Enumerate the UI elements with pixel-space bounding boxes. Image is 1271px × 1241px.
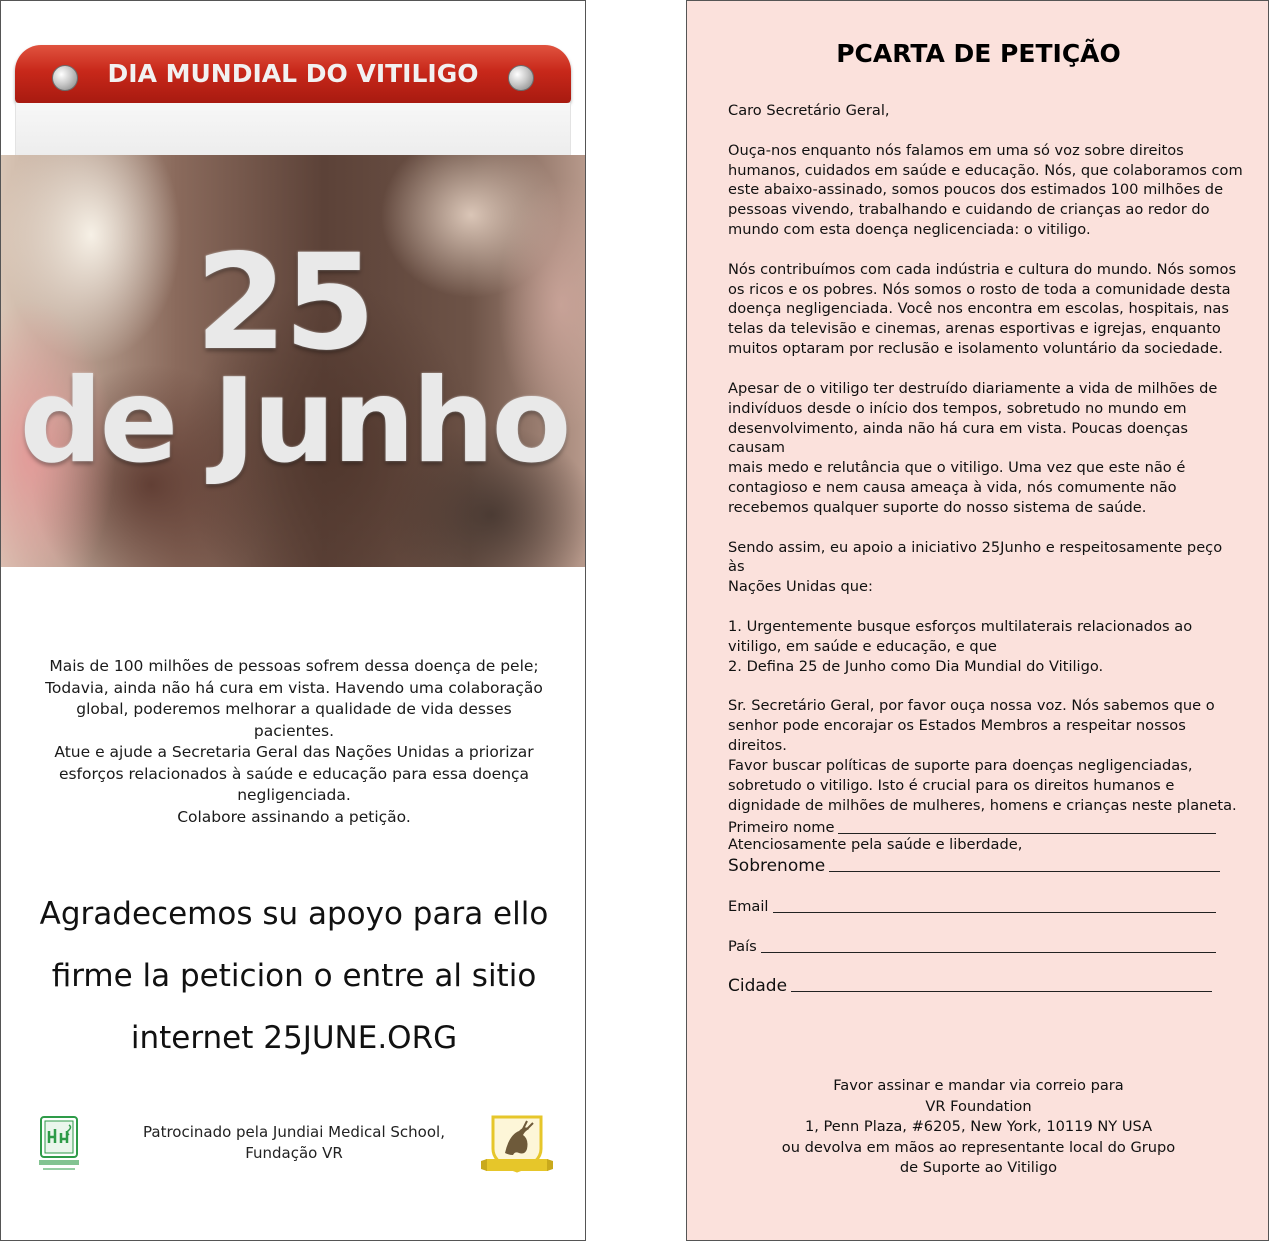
- letter-greeting: Caro Secretário Geral,: [728, 102, 890, 119]
- text-line: Todavia, ainda não há cura em vista. Havendo uma colaboração: [45, 678, 543, 697]
- letter-line: mundo com esta doença neglicenciada: o vitiligo.: [728, 221, 1091, 239]
- letter-line: doença negligenciada. Você nos encontra em escolas, hospitais, nas: [728, 300, 1229, 318]
- footer-line: ou devolva em mãos ao representante local do Grupo: [781, 1138, 1176, 1156]
- footer-line: 1, Penn Plaza, #6205, New York, 10119 NY USA: [804, 1118, 1153, 1135]
- banner-title: DIA MUNDIAL DO VITILIGO: [107, 59, 479, 88]
- text-line: global, poderemos melhorar a qualidade de vida desses: [76, 700, 512, 718]
- date-month: de Junho: [19, 354, 569, 489]
- country-label: País: [728, 938, 757, 955]
- letter-line: Apesar de o vitiligo ter destruído diariamente a vida de milhões de: [728, 379, 1218, 397]
- city-label: Cidade: [728, 976, 788, 996]
- letter-closing: Atenciosamente pela saúde e liberdade,: [728, 836, 1023, 854]
- date-day: 25: [195, 226, 373, 380]
- mailing-instructions: [747, 1076, 1210, 1179]
- letter-line: senhor pode encorajar os Estados Membros a respeitar nossos direitos.: [728, 717, 1186, 754]
- letter-line: Nós contribuímos com cada indústria e cultura do mundo. Nós somos: [728, 260, 1237, 278]
- rivet-icon: [508, 65, 534, 91]
- letter-line: recebemos qualquer suporte do nosso sistema de saúde.: [728, 498, 1147, 516]
- email-label: Email: [728, 898, 769, 915]
- letter-paragraph: [728, 538, 1243, 598]
- letter-paragraph: [728, 379, 1243, 518]
- text-line: esforços relacionados à saúde e educação para essa doença: [58, 764, 530, 783]
- letter-line: Nações Unidas que:: [728, 578, 873, 596]
- awareness-text: [21, 656, 567, 828]
- letter-line: pessoas vivendo, trabalhando e cuidando de crianças ao redor do: [728, 201, 1210, 219]
- jundiai-medical-school-logo: [35, 1113, 83, 1175]
- letter-line: Ouça-nos enquanto nós falamos em uma só voz sobre direitos: [728, 141, 1184, 159]
- footer-line: Favor assinar e mandar via correio para: [833, 1077, 1124, 1094]
- petition-title: PCARTA DE PETIÇÃO: [836, 39, 1121, 68]
- petition-requests: [728, 617, 1243, 677]
- letter-line: telas da televisão e cinemas, arenas esportivas e igrejas, enquanto: [728, 320, 1221, 338]
- letter-line: humanos, cuidados em saúde e educação. Nós, que colaboramos com: [728, 161, 1243, 179]
- city-line[interactable]: [791, 991, 1212, 992]
- vr-foundation-logo: [479, 1111, 555, 1177]
- letter-line: os ricos e os pobres. Nós somos o rosto de toda a comunidade desta: [728, 280, 1231, 298]
- letter-line: sobretudo o vitiligo. Isto é crucial para os direitos humanos e: [728, 776, 1175, 794]
- country-field[interactable]: [728, 932, 1216, 956]
- petition-letter-panel: [686, 0, 1269, 1241]
- letter-line: Favor buscar políticas de suporte para doenças negligenciadas,: [728, 756, 1193, 774]
- letter-body: [728, 101, 1243, 855]
- first-name-field[interactable]: [728, 813, 1216, 837]
- text-line: pacientes.: [253, 721, 335, 740]
- letter-line: 2. Defina 25 de Junho como Dia Mundial do Vitiligo.: [728, 657, 1104, 675]
- letter-paragraph: [728, 141, 1243, 240]
- letter-line: vitiligo, em saúde e educação, e que: [728, 637, 997, 655]
- text-line: Atue e ajude a Secretaria Geral das Nações Unidas a priorizar: [54, 743, 534, 761]
- thanks-line: Agradecemos su apoyo para ello: [39, 896, 549, 932]
- text-line: Mais de 100 milhões de pessoas sofrem dessa doença de pele;: [49, 657, 539, 675]
- footer-line: VR Foundation: [925, 1097, 1032, 1115]
- letter-line: Sr. Secretário Geral, por favor ouça nossa voz. Nós sabemos que o: [728, 697, 1215, 715]
- first-name-line[interactable]: [838, 833, 1216, 834]
- letter-line: muitos optaram por reclusão e isolamento voluntário da sociedade.: [728, 340, 1223, 358]
- sponsor-text: [121, 1122, 467, 1164]
- text-line: negligenciada.: [237, 786, 351, 804]
- letter-paragraph: [728, 696, 1243, 815]
- city-field[interactable]: [728, 971, 1212, 995]
- letter-line: mais medo e relutância que o vitiligo. Uma vez que este não é: [728, 459, 1186, 477]
- letter-line: contagioso e nem causa ameaça à vida, nós comumente não: [728, 479, 1177, 497]
- letter-line: desenvolvimento, ainda não há cura em vista. Poucas doenças causam: [728, 419, 1189, 457]
- first-name-label: Primeiro nome: [728, 819, 835, 836]
- calendar-banner: [15, 45, 571, 103]
- letter-line: Sendo assim, eu apoio a iniciativo 25Junho e respeitosamente peço às: [728, 538, 1223, 576]
- letter-paragraph: [728, 260, 1243, 359]
- date-photo: [1, 155, 586, 567]
- thanks-line: firme la peticion o entre al sitio: [51, 958, 537, 994]
- letter-line: 1. Urgentemente busque esforços multilaterais relacionados ao: [728, 617, 1193, 635]
- sponsor-line: Fundação VR: [245, 1144, 343, 1162]
- flyer-front-panel: [0, 0, 586, 1241]
- country-line[interactable]: [761, 952, 1216, 953]
- thanks-line: internet 25JUNE.ORG: [130, 1020, 458, 1056]
- letter-line: dignidade de milhões de mulheres, homens e crianças neste planeta.: [728, 796, 1237, 814]
- letter-line: este abaixo-assinado, somos poucos dos estimados 100 milhões de: [728, 181, 1224, 199]
- last-name-label: Sobrenome: [728, 856, 826, 876]
- email-line[interactable]: [773, 912, 1217, 913]
- thanks-message: [11, 883, 577, 1069]
- last-name-field[interactable]: [728, 851, 1220, 875]
- email-field[interactable]: [728, 892, 1216, 916]
- calendar-page-edge: [15, 103, 571, 155]
- letter-line: indivíduos desde o início dos tempos, sobretudo no mundo em: [728, 399, 1187, 417]
- text-line: Colabore assinando a petição.: [177, 807, 411, 826]
- sponsor-line: Patrocinado pela Jundiai Medical School,: [143, 1123, 445, 1141]
- last-name-line[interactable]: [829, 871, 1220, 872]
- footer-line: de Suporte ao Vitiligo: [899, 1159, 1058, 1176]
